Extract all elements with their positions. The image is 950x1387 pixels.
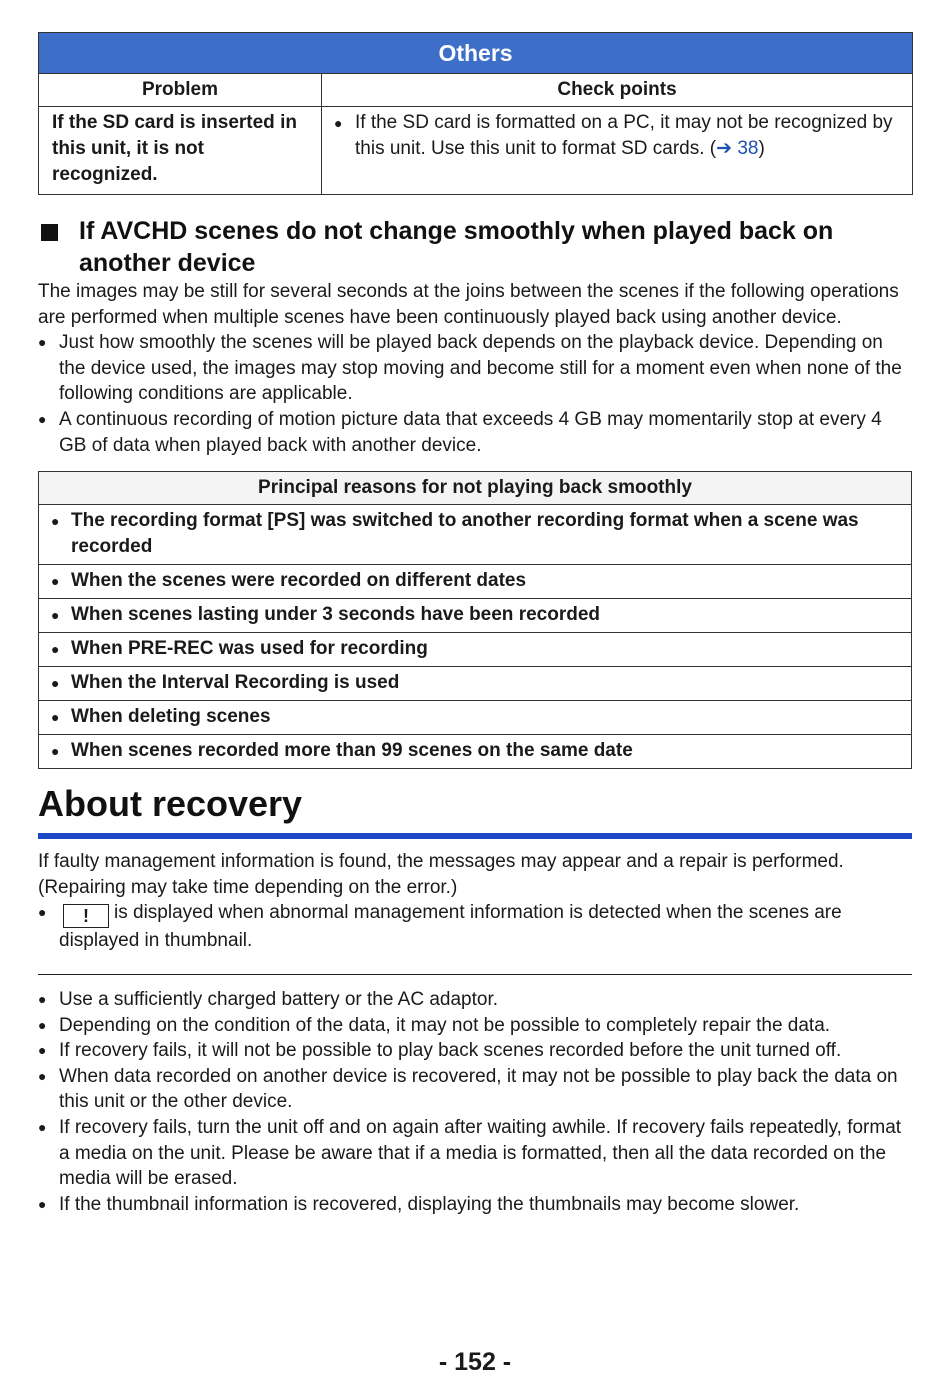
recovery-body: [38, 849, 912, 954]
reasons-table: [38, 471, 912, 769]
list-item: ● If recovery fails, turn the unit off and on again after waiting awhile. If recovery fails repeatedly, format a media on the unit. Please be aware that if a media is formatted, then all the data recorded on the media will be erased.: [38, 1115, 912, 1192]
warning-exclamation-icon: !: [63, 904, 109, 928]
list-item: ● When data recorded on another device is recovered, it may not be possible to play back the data on this unit or the other device.: [38, 1064, 912, 1115]
reason-text: ● When the Interval Recording is used: [51, 670, 901, 696]
avchd-section-heading: [38, 215, 912, 279]
recovery-intro: If faulty management information is found, the messages may appear and a repair is performed. (Repairing may take time depending on the error.): [38, 851, 844, 898]
recovery-warning-list: [38, 900, 912, 954]
page-content: [38, 32, 912, 1217]
reason-text: ● The recording format [PS] was switched to another recording format when a scene was recorded: [51, 508, 901, 560]
list-item: [38, 900, 912, 954]
check-point-item: [334, 110, 900, 162]
square-bullet-icon: [41, 224, 58, 241]
recovery-notes-list: [38, 987, 912, 1217]
heading-underline: [38, 833, 912, 839]
list-item: ● A continuous recording of motion picture data that exceeds 4 GB may momentarily stop at every 4 GB of data when played back with another device.: [38, 407, 912, 458]
table-row: [39, 633, 912, 667]
page-number: - 152 -: [438, 1348, 512, 1376]
problem-cell: If the SD card is inserted in this unit, it is not recognized.: [39, 107, 322, 195]
column-header-check-points: Check points: [322, 74, 913, 107]
list-item: ● Just how smoothly the scenes will be played back depends on the playback device. Depending on the device used, the images may stop moving and become still for a moment even when none of the following conditions are applicable.: [38, 330, 912, 407]
reason-text: ● When the scenes were recorded on different dates: [51, 568, 901, 594]
column-header-problem: Problem: [39, 74, 322, 107]
check-point-close: ): [758, 138, 765, 159]
list-item: ● Depending on the condition of the data, it may not be possible to completely repair the data.: [38, 1013, 912, 1039]
table-row: [39, 701, 912, 735]
table-row: [39, 667, 912, 701]
list-item: ● If the thumbnail information is recovered, displaying the thumbnails may become slower.: [38, 1192, 912, 1218]
divider: [38, 974, 912, 975]
table-row: [39, 599, 912, 633]
table-row: [39, 735, 912, 769]
reason-text: ● When deleting scenes: [51, 704, 901, 730]
others-table: [38, 32, 913, 195]
about-recovery-heading: About recovery: [38, 783, 303, 825]
reasons-table-header: Principal reasons for not playing back smoothly: [39, 472, 912, 505]
others-table-title: Others: [39, 33, 913, 74]
reason-text: ● When PRE-REC was used for recording: [51, 636, 901, 662]
list-item: ● If recovery fails, it will not be possible to play back scenes recorded before the unit turned off.: [38, 1038, 912, 1064]
check-point-text: If the SD card is formatted on a PC, it may not be recognized by this unit. Use this unit to format SD cards. (: [355, 112, 893, 159]
check-points-cell: [322, 107, 913, 195]
reason-text: ● When scenes lasting under 3 seconds have been recorded: [51, 602, 901, 628]
avchd-intro: The images may be still for several seconds at the joins between the scenes if the following operations are performed when multiple scenes have been continuously played back using another device.: [38, 281, 899, 328]
page-reference-link[interactable]: ➔ 38: [716, 138, 759, 159]
reason-text: ● When scenes recorded more than 99 scenes on the same date: [51, 738, 901, 764]
table-row: [39, 505, 912, 565]
list-item: ● Use a sufficiently charged battery or the AC adaptor.: [38, 987, 912, 1013]
table-row: [39, 565, 912, 599]
avchd-heading-text: If AVCHD scenes do not change smoothly when played back on another device: [79, 217, 834, 277]
warning-text: is displayed when abnormal management information is detected when the scenes are displayed in thumbnail.: [59, 902, 842, 952]
avchd-bullet-list: [38, 330, 912, 458]
